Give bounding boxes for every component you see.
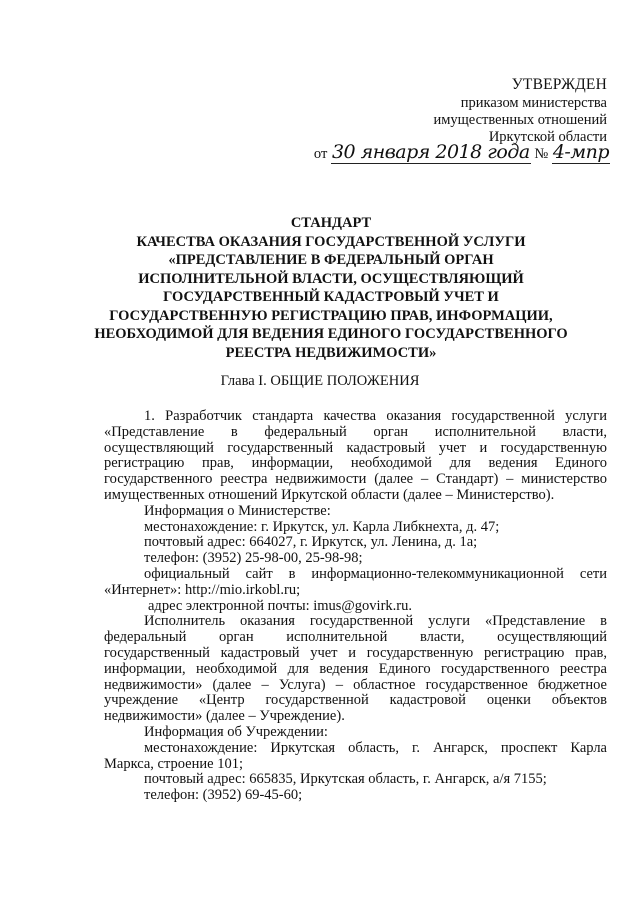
text-line: регистрацию прав, информации, необходимой для ведения Единого <box>104 455 607 472</box>
text-line: осуществляющий государственный кадастровый учет и государственную <box>104 439 607 456</box>
text-line: официальный сайт в информационно-телекоммуникационной сети <box>144 565 607 582</box>
title-line: РЕЕСТРА НЕДВИЖИМОСТИ» <box>225 344 437 361</box>
title-line: ГОСУДАРСТВЕННУЮ РЕГИСТРАЦИЮ ПРАВ, ИНФОРМАЦИИ, <box>109 307 553 324</box>
text-line: 1. Разработчик стандарта качества оказания государственной услуги <box>144 408 607 424</box>
approval-line: имущественных отношений <box>433 112 607 128</box>
approval-date-line <box>314 141 610 163</box>
date-prefix: от <box>313 146 328 162</box>
text-line: Информация о Министерстве: <box>144 502 331 519</box>
handwritten-number: 4-мпр <box>552 141 609 163</box>
text-line: «Интернет»: http://mio.irkobl.ru; <box>104 581 301 598</box>
title-line: НЕОБХОДИМОЙ ДЛЯ ВЕДЕНИЯ ЕДИНОГО ГОСУДАРСТВЕННОГО <box>94 326 568 342</box>
approval-title: УТВЕРЖДЕН <box>511 76 607 93</box>
text-line: федеральный орган исполнительной власти, осуществляющий <box>104 629 607 646</box>
title-line: ГОСУДАРСТВЕННЫЙ КАДАСТРОВЫЙ УЧЕТ И <box>163 289 499 305</box>
text-line: почтовый адрес: 664027, г. Иркутск, ул. Ленина, д. 1а; <box>144 534 478 551</box>
handwritten-date: 30 января 2018 года <box>331 141 530 163</box>
text-line: имущественных отношений Иркутской области (далее – Министерство). <box>104 486 555 503</box>
title-line: «ПРЕДСТАВЛЕНИЕ В ФЕДЕРАЛЬНЫЙ ОРГАН <box>168 252 494 268</box>
document-body <box>104 409 607 804</box>
chapter-heading: Глава I. ОБЩИЕ ПОЛОЖЕНИЯ <box>220 373 420 389</box>
document-title <box>92 214 570 362</box>
text-line: государственный кадастровый учет и государственную регистрацию прав, <box>104 644 607 661</box>
text-line: местонахождение: г. Иркутск, ул. Карла Либкнехта, д. 47; <box>144 518 500 535</box>
text-line: учреждение «Центр государственной кадастровой оценки объектов <box>104 692 607 709</box>
text-line: местонахождение: Иркутская область, г. Ангарск, проспект Карла <box>144 739 607 756</box>
text-line: недвижимости» (далее – Учреждение). <box>104 708 345 725</box>
text-line: «Представление в федеральный орган исполнительной власти, <box>104 423 607 440</box>
text-line: телефон: (3952) 25-98-00, 25-98-98; <box>144 550 363 567</box>
text-line: информации, необходимой для ведения Единого государственного реестра <box>104 660 607 677</box>
text-line: государственного реестра недвижимости (далее – Стандарт) – министерство <box>104 471 607 488</box>
title-line: ИСПОЛНИТЕЛЬНОЙ ВЛАСТИ, ОСУЩЕСТВЛЯЮЩИЙ <box>138 270 524 287</box>
text-line: телефон: (3952) 69-45-60; <box>144 787 303 804</box>
text-line: Информация об Учреждении: <box>144 723 328 740</box>
text-line: адрес электронной почты: imus@govirk.ru. <box>148 597 412 614</box>
approval-block <box>433 76 607 146</box>
number-prefix: № <box>534 146 549 162</box>
approval-line: Иркутской области <box>488 129 607 145</box>
title-line: СТАНДАРТ <box>290 215 372 231</box>
title-line: КАЧЕСТВА ОКАЗАНИЯ ГОСУДАРСТВЕННОЙ УСЛУГИ <box>136 233 526 250</box>
approval-line: приказом министерства <box>460 95 607 111</box>
text-line: Маркса, строение 101; <box>104 755 243 772</box>
text-line: почтовый адрес: 665835, Иркутская область, г. Ангарск, а/я 7155; <box>144 771 547 788</box>
text-line: недвижимости» (далее – Услуга) – областное государственное бюджетное <box>104 676 607 693</box>
text-line: Исполнитель оказания государственной услуги «Представление в <box>144 613 607 630</box>
